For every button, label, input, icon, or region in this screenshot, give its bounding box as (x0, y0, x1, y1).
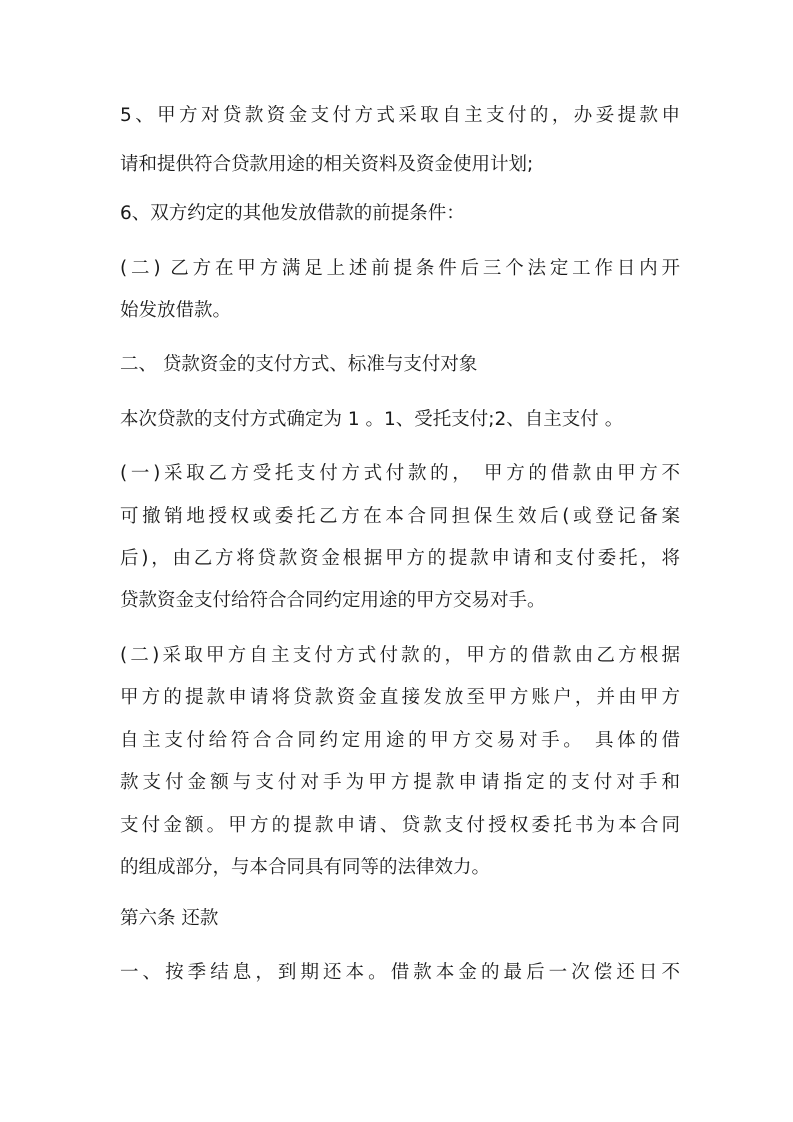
text-line: 甲方的提款申请将贷款资金直接发放至甲方账户，并由甲方 (120, 687, 680, 708)
text-line: 支付金额。甲方的提款申请、贷款支付授权委托书为本合同 (120, 815, 680, 836)
text-line: 自主支付给符合合同约定用途的甲方交易对手。 具体的借 (120, 730, 680, 751)
text-line: 5、甲方对贷款资金支付方式采取自主支付的，办妥提款申 (120, 105, 680, 126)
text-line: (一)采取乙方受托支付方式付款的， 甲方的借款由甲方不 (120, 463, 680, 484)
text-line: 请和提供符合贷款用途的相关资料及资金使用计划; (120, 154, 534, 175)
text-line: 始发放借款。 (120, 300, 232, 321)
text-line: (二)采取甲方自主支付方式付款的，甲方的借款由乙方根据 (120, 645, 680, 666)
text-line: 一、按季结息，到期还本。借款本金的最后一次偿还日不 (120, 962, 680, 983)
text-line: (二) 乙方在甲方满足上述前提条件后三个法定工作日内开 (120, 258, 680, 279)
text-line: 可撤销地授权或委托乙方在本合同担保生效后(或登记备案 (120, 506, 680, 527)
text-line: 后)，由乙方将贷款资金根据甲方的提款申请和支付委托，将 (120, 548, 680, 569)
article-heading: 第六条 还款 (120, 908, 219, 929)
text-line: 款支付金额与支付对手为甲方提款申请指定的支付对手和 (120, 772, 680, 793)
text-line: 本次贷款的支付方式确定为 1 。1、受托支付;2、自主支付 。 (120, 409, 624, 430)
section-heading: 二、 贷款资金的支付方式、标准与支付对象 (120, 354, 478, 375)
text-line: 6、双方约定的其他发放借款的前提条件： (120, 203, 465, 224)
text-line: 贷款资金支付给符合合同约定用途的甲方交易对手。 (120, 590, 546, 611)
text-line: 的组成部分，与本合同具有同等的法律效力。 (120, 857, 491, 878)
